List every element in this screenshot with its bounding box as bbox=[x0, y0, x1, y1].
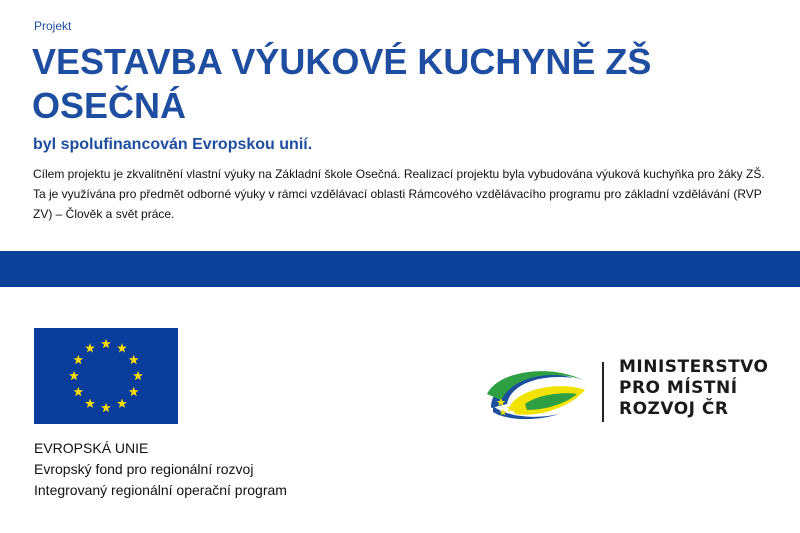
mmr-divider bbox=[602, 362, 604, 422]
blue-band bbox=[0, 251, 800, 287]
mmr-line-2: PRO MÍSTNÍ bbox=[619, 378, 738, 398]
eu-line-fund: Evropský fond pro regionální rozvoj bbox=[34, 461, 254, 477]
mmr-logo-icon bbox=[485, 360, 587, 422]
subtitle: byl spolufinancován Evropskou unií. bbox=[33, 136, 313, 153]
eu-flag-icon bbox=[34, 328, 178, 424]
project-description: Cílem projektu je zkvalitnění vlastní výuky na Základní škole Osečná. Realizací projektu byla vybudována výuková kuchyňka pro žáky ZŠ. Ta je využívána pro předmět odborné výuky v rámci vzdělávací oblasti Rámcového vzdělávacího programu pro základní vzdělávání (RVP ZV) – Člověk a svět práce. bbox=[33, 167, 765, 221]
eu-text-block bbox=[34, 438, 287, 501]
mmr-text-block bbox=[619, 357, 769, 420]
page-title: VESTAVBA VÝUKOVÉ KUCHYNĚ ZŠ OSEČNÁ bbox=[32, 41, 652, 126]
project-label: Projekt bbox=[34, 19, 72, 33]
eu-line-union: EVROPSKÁ UNIE bbox=[34, 440, 149, 456]
eu-line-programme: Integrovaný regionální operační program bbox=[34, 482, 287, 498]
mmr-line-3: ROZVOJ ČR bbox=[619, 399, 729, 419]
mmr-line-1: MINISTERSTVO bbox=[619, 357, 769, 377]
